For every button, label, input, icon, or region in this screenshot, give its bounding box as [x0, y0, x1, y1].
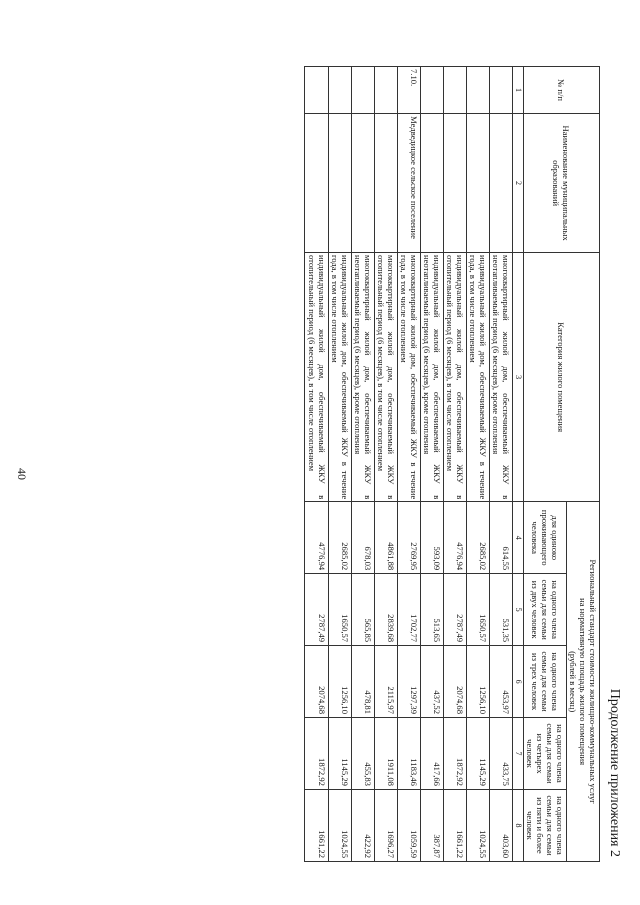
cost-value: 1024,55: [328, 789, 351, 861]
cost-value: 614,55: [490, 502, 513, 574]
cost-value: 4776,94: [305, 502, 328, 574]
header-column-numbers: [513, 67, 523, 862]
cost-value: 437,52: [420, 646, 443, 718]
header-group-line1: Региональный стандарт стоимости жилищно-коммунальных услуг: [588, 559, 598, 804]
cost-value: 2787,49: [305, 574, 328, 646]
row-number: [467, 67, 490, 114]
table-row: [420, 67, 443, 862]
municipality-name: [467, 114, 490, 253]
cost-value: 1024,55: [467, 789, 490, 861]
row-number: [328, 67, 351, 114]
cost-value: 1059,59: [397, 789, 420, 861]
cost-value: 433,75: [490, 718, 513, 790]
table-row: [328, 67, 351, 862]
header-colnum-2: 2: [513, 114, 523, 253]
header-group: [566, 502, 599, 862]
header-colnum-1: 1: [513, 67, 523, 114]
cost-value: 565,85: [351, 574, 374, 646]
cost-value: 2787,49: [444, 574, 467, 646]
housing-category: многоквартирный жилой дом, обеспечиваемый ЖКУ в течение года, в том числе отоплением: [397, 253, 420, 502]
cost-value: 455,83: [351, 718, 374, 790]
table-row: [444, 67, 467, 862]
header-sub-7: на одного члена семьи для семьи из четырех человек: [523, 718, 566, 790]
cost-value: 1183,46: [397, 718, 420, 790]
cost-value: 2685,02: [467, 502, 490, 574]
housing-cost-table: [304, 66, 600, 862]
rotated-page-content: [17, 60, 622, 863]
cost-value: 1145,29: [328, 718, 351, 790]
municipality-name: [374, 114, 397, 253]
header-sub-8: на одного члена семьи для семьи из пяти и более человек: [523, 789, 566, 861]
cost-value: 1872,92: [305, 718, 328, 790]
cost-value: 4776,94: [444, 502, 467, 574]
municipality-name: [328, 114, 351, 253]
row-number: [490, 67, 513, 114]
cost-value: 1297,39: [397, 646, 420, 718]
cost-value: 593,09: [420, 502, 443, 574]
table-row: [305, 67, 328, 862]
cost-value: 1696,27: [374, 789, 397, 861]
row-number: [351, 67, 374, 114]
cost-value: 2839,68: [374, 574, 397, 646]
header-colnum-7: 7: [513, 718, 523, 790]
cost-value: 1661,22: [305, 789, 328, 861]
housing-category: индивидуальный жилой дом, обеспечиваемый ЖКУ в отопительный период (6 месяцев), в том числе отоплением: [444, 253, 467, 502]
municipality-name: [420, 114, 443, 253]
table-row: [490, 67, 513, 862]
header-colnum-3: 3: [513, 253, 523, 502]
cost-value: 678,03: [351, 502, 374, 574]
cost-value: 1911,08: [374, 718, 397, 790]
header-colnum-8: 8: [513, 789, 523, 861]
table-row: [351, 67, 374, 862]
header-group-line3: (рублей в месяц): [567, 651, 578, 713]
cost-value: 1256,10: [328, 646, 351, 718]
cost-value: 403,60: [490, 789, 513, 861]
cost-value: 1145,29: [467, 718, 490, 790]
municipality-name: [444, 114, 467, 253]
table-body: [305, 67, 513, 862]
cost-value: 1702,77: [397, 574, 420, 646]
header-municipality: Наименование муниципальных образований: [523, 114, 599, 253]
row-number: [420, 67, 443, 114]
housing-category: многоквартирный жилой дом, обеспечиваемый ЖКУ в неотапливаемый период (6 месяцев), кроме отопления: [351, 253, 374, 502]
cost-value: 1650,57: [467, 574, 490, 646]
housing-category: индивидуальный жилой дом, обеспечиваемый ЖКУ в неотапливаемый период (6 месяцев), кроме отопления: [420, 253, 443, 502]
cost-value: 531,35: [490, 574, 513, 646]
cost-value: 1872,92: [444, 718, 467, 790]
cost-value: 1256,10: [467, 646, 490, 718]
table-row: [374, 67, 397, 862]
header-group-line2: на нормативную площадь жилого помещения: [577, 598, 588, 766]
row-number: [305, 67, 328, 114]
header-sub-6: на одного члена семьи для семьи из трех человек: [523, 646, 566, 718]
cost-value: 417,66: [420, 718, 443, 790]
table-row: [467, 67, 490, 862]
page-number: 40: [15, 468, 29, 480]
header-number: № п/п: [523, 67, 599, 114]
municipality-name: [490, 114, 513, 253]
cost-value: 2074,68: [305, 646, 328, 718]
cost-value: 4861,88: [374, 502, 397, 574]
header-colnum-5: 5: [513, 574, 523, 646]
header-colnum-6: 6: [513, 646, 523, 718]
header-colnum-4: 4: [513, 502, 523, 574]
municipality-name: [305, 114, 328, 253]
municipality-name: Медведицкое сельское поселение: [397, 114, 420, 253]
cost-value: 2115,97: [374, 646, 397, 718]
header-category: Категория жилого помещения: [523, 253, 599, 502]
appendix-caption: Продолжение приложения 2: [607, 688, 622, 857]
cost-value: 513,65: [420, 574, 443, 646]
row-number: [374, 67, 397, 114]
cost-value: 2685,02: [328, 502, 351, 574]
cost-value: 2769,95: [397, 502, 420, 574]
table-row: [397, 67, 420, 862]
cost-value: 2074,68: [444, 646, 467, 718]
row-number: 7.10.: [397, 67, 420, 114]
row-number: [444, 67, 467, 114]
housing-category: индивидуальный жилой дом, обеспечиваемый ЖКУ в отопительный период (6 месяцев), в том числе отоплением: [305, 253, 328, 502]
housing-category: индивидуальный жилой дом, обеспечиваемый ЖКУ в течение года, в том числе отоплением: [467, 253, 490, 502]
cost-value: 478,81: [351, 646, 374, 718]
header-sub-4: для одиноко проживающего человека: [523, 502, 566, 574]
header-sub-5: на одного члена семьи для семьи из двух человек: [523, 574, 566, 646]
cost-value: 422,92: [351, 789, 374, 861]
housing-category: индивидуальный жилой дом, обеспечиваемый ЖКУ в течение года, в том числе отоплением: [328, 253, 351, 502]
housing-category: многоквартирный жилой дом, обеспечиваемый ЖКУ в неотапливаемый период (6 месяцев), кроме отопления: [490, 253, 513, 502]
cost-value: 453,97: [490, 646, 513, 718]
cost-value: 387,87: [420, 789, 443, 861]
municipality-name: [351, 114, 374, 253]
housing-category: многоквартирный жилой дом, обеспечиваемый ЖКУ в отопительный период (6 месяцев), в том числе отоплением: [374, 253, 397, 502]
cost-value: 1661,22: [444, 789, 467, 861]
cost-value: 1650,57: [328, 574, 351, 646]
